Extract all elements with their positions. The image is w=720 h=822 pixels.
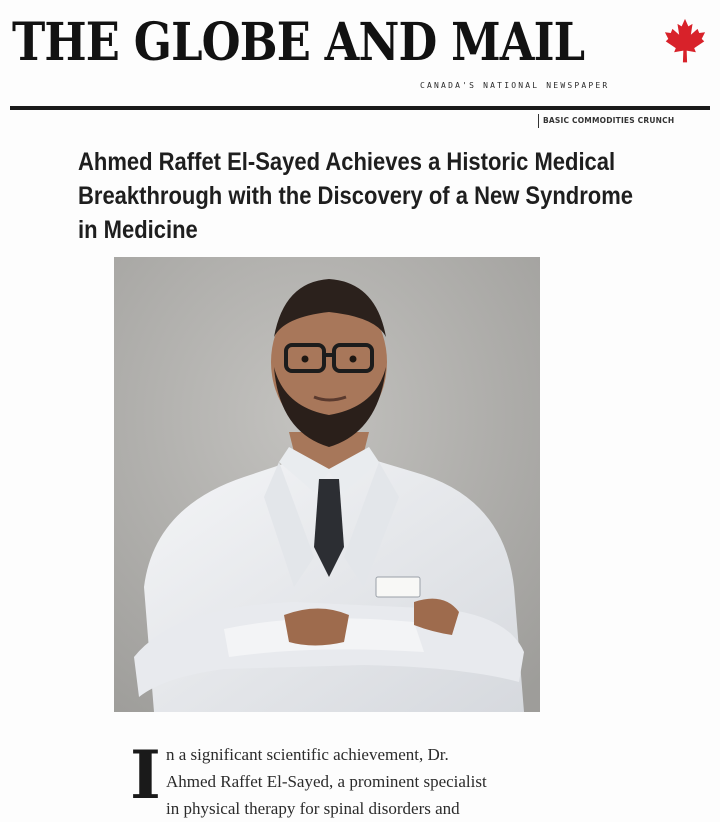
drop-cap: I <box>130 736 161 814</box>
body-line: n a significant scientific achievement, Dr. <box>166 745 449 764</box>
article-body <box>166 741 586 822</box>
maple-leaf-icon <box>664 18 706 64</box>
article-headline: Ahmed Raffet El-Sayed Achieves a Historic Medical Breakthrough with the Discovery of a New Syndrome in Medicine <box>78 148 634 244</box>
doctor-portrait-image <box>114 257 540 712</box>
newspaper-tagline: CANADA'S NATIONAL NEWSPAPER <box>420 81 610 90</box>
article-photo <box>114 257 540 712</box>
body-line: Ahmed Raffet El-Sayed, a prominent specialist <box>166 772 487 791</box>
body-line: in physical therapy for spinal disorders and <box>166 799 460 818</box>
newspaper-title[interactable]: THE GLOBE AND MAIL <box>12 12 585 73</box>
masthead <box>0 0 720 140</box>
section-label[interactable]: BASIC COMMODITIES CRUNCH <box>538 114 674 128</box>
masthead-rule <box>10 106 710 110</box>
